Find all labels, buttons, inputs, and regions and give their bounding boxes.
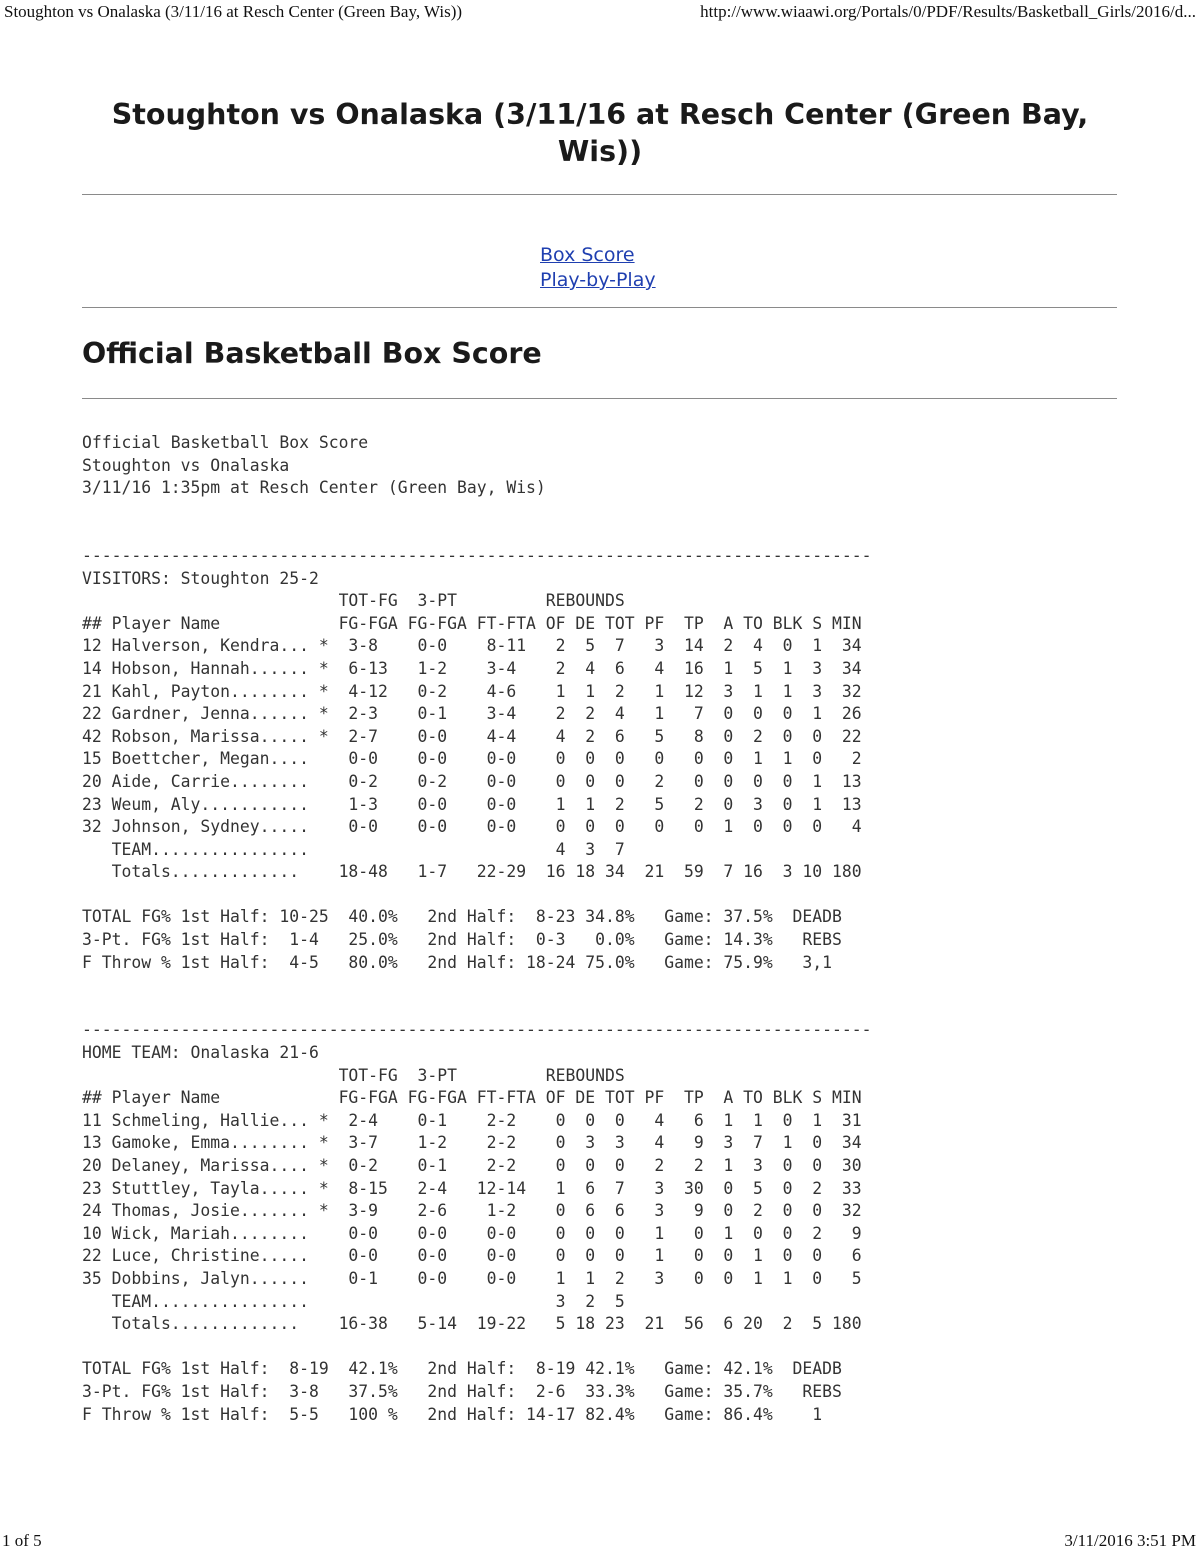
box-score-line: 3-Pt. FG% 1st Half: 1-4 25.0% 2nd Half: 0-3 0.0% Game: 14.3% REBS <box>82 930 842 950</box>
box-score-line: 3-Pt. FG% 1st Half: 3-8 37.5% 2nd Half: 2-6 33.3% Game: 35.7% REBS <box>82 1381 842 1401</box>
divider <box>82 194 1117 195</box>
box-score-line: 22 Gardner, Jenna...... * 2-3 0-1 3-4 2 2 4 1 7 0 0 0 1 26 <box>82 704 862 724</box>
box-score-line: -------------------------------------------------------------------------------- <box>82 1020 872 1040</box>
box-score-line: TOT-FG 3-PT REBOUNDS <box>82 591 625 611</box>
print-footer-datetime: 3/11/2016 3:51 PM <box>1064 1531 1196 1550</box>
box-score-text <box>82 432 871 1426</box>
nav-links <box>0 243 1200 293</box>
box-score-line: 21 Kahl, Payton........ * 4-12 0-2 4-6 1 1 2 1 12 3 1 1 3 32 <box>82 681 862 701</box>
play-by-play-link[interactable]: Play-by-Play <box>540 269 656 291</box>
box-score-line: 23 Stuttley, Tayla..... * 8-15 2-4 12-14 1 6 7 3 30 0 5 0 2 33 <box>82 1178 862 1198</box>
box-score-line: 11 Schmeling, Hallie... * 2-4 0-1 2-2 0 0 0 4 6 1 1 0 1 31 <box>82 1110 862 1130</box>
divider <box>82 307 1117 308</box>
box-score-line: Official Basketball Box Score <box>82 433 369 452</box>
section-heading: Official Basketball Box Score <box>82 337 542 370</box>
box-score-line: TEAM................ 3 2 5 <box>82 1291 625 1311</box>
print-header-title: Stoughton vs Onalaska (3/11/16 at Resch Center (Green Bay, Wis)) <box>4 2 463 21</box>
box-score-line: TOTAL FG% 1st Half: 8-19 42.1% 2nd Half: 8-19 42.1% Game: 42.1% DEADB <box>82 1359 842 1379</box>
box-score-line: 13 Gamoke, Emma........ * 3-7 1-2 2-2 0 3 3 4 9 3 7 1 0 34 <box>82 1133 862 1153</box>
box-score-line: TOT-FG 3-PT REBOUNDS <box>82 1065 625 1085</box>
divider <box>82 398 1117 399</box>
box-score-line: TOTAL FG% 1st Half: 10-25 40.0% 2nd Half: 8-23 34.8% Game: 37.5% DEADB <box>82 907 842 927</box>
box-score-line: TEAM................ 4 3 7 <box>82 839 625 859</box>
page-title: Stoughton vs Onalaska (3/11/16 at Resch Center (Green Bay, Wis)) <box>111 98 1089 168</box>
box-score-line: 3/11/16 1:35pm at Resch Center (Green Bay, Wis) <box>82 478 546 498</box>
box-score-line: F Throw % 1st Half: 5-5 100 % 2nd Half: 14-17 82.4% Game: 86.4% 1 <box>82 1404 823 1424</box>
box-score-line: 32 Johnson, Sydney..... 0-0 0-0 0-0 0 0 0 0 0 1 0 0 0 4 <box>82 817 862 837</box>
box-score-line: Totals............. 16-38 5-14 19-22 5 18 23 21 56 6 20 2 5 180 <box>82 1314 862 1334</box>
box-score-line: -------------------------------------------------------------------------------- <box>82 545 872 565</box>
box-score-line: 35 Dobbins, Jalyn...... 0-1 0-0 0-0 1 1 2 3 0 0 1 1 0 5 <box>82 1268 862 1288</box>
box-score-line: 20 Delaney, Marissa.... * 0-2 0-1 2-2 0 0 0 2 2 1 3 0 0 30 <box>82 1156 862 1175</box>
box-score-line: 12 Halverson, Kendra... * 3-8 0-0 8-11 2 5 7 3 14 2 4 0 1 34 <box>82 636 862 656</box>
print-header-url: http://www.wiaawi.org/Portals/0/PDF/Results/Basketball_Girls/2016/d... <box>700 2 1196 21</box>
box-score-line: 24 Thomas, Josie....... * 3-9 2-6 1-2 0 6 6 3 9 0 2 0 0 32 <box>82 1201 862 1221</box>
box-score-line: ## Player Name FG-FGA FG-FGA FT-FTA OF DE TOT PF TP A TO BLK S MIN <box>82 1088 862 1108</box>
box-score-line: VISITORS: Stoughton 25-2 <box>82 568 319 588</box>
box-score-link[interactable]: Box Score <box>540 244 635 266</box>
box-score-line: 42 Robson, Marissa..... * 2-7 0-0 4-4 4 2 6 5 8 0 2 0 0 22 <box>82 726 862 746</box>
box-score-line: Stoughton vs Onalaska <box>82 455 290 475</box>
box-score-line: 22 Luce, Christine..... 0-0 0-0 0-0 0 0 0 1 0 0 1 0 0 6 <box>82 1246 862 1266</box>
box-score-line: 14 Hobson, Hannah...... * 6-13 1-2 3-4 2 4 6 4 16 1 5 1 3 34 <box>82 658 862 678</box>
print-footer-page: 1 of 5 <box>2 1531 42 1550</box>
box-score-line: Totals............. 18-48 1-7 22-29 16 18 34 21 59 7 16 3 10 180 <box>82 862 862 882</box>
box-score-line: ## Player Name FG-FGA FG-FGA FT-FTA OF DE TOT PF TP A TO BLK S MIN <box>82 613 862 633</box>
box-score-line: 10 Wick, Mariah........ 0-0 0-0 0-0 0 0 0 1 0 1 0 0 2 9 <box>82 1223 862 1243</box>
box-score-line: 23 Weum, Aly........... 1-3 0-0 0-0 1 1 2 5 2 0 3 0 1 13 <box>82 794 862 814</box>
box-score-line: 20 Aide, Carrie........ 0-2 0-2 0-0 0 0 0 2 0 0 0 0 1 13 <box>82 771 862 791</box>
box-score-line: HOME TEAM: Onalaska 21-6 <box>82 1043 319 1063</box>
box-score-line: 15 Boettcher, Megan.... 0-0 0-0 0-0 0 0 0 0 0 0 1 1 0 2 <box>82 749 862 769</box>
box-score-line: F Throw % 1st Half: 4-5 80.0% 2nd Half: 18-24 75.0% Game: 75.9% 3,1 <box>82 952 832 972</box>
